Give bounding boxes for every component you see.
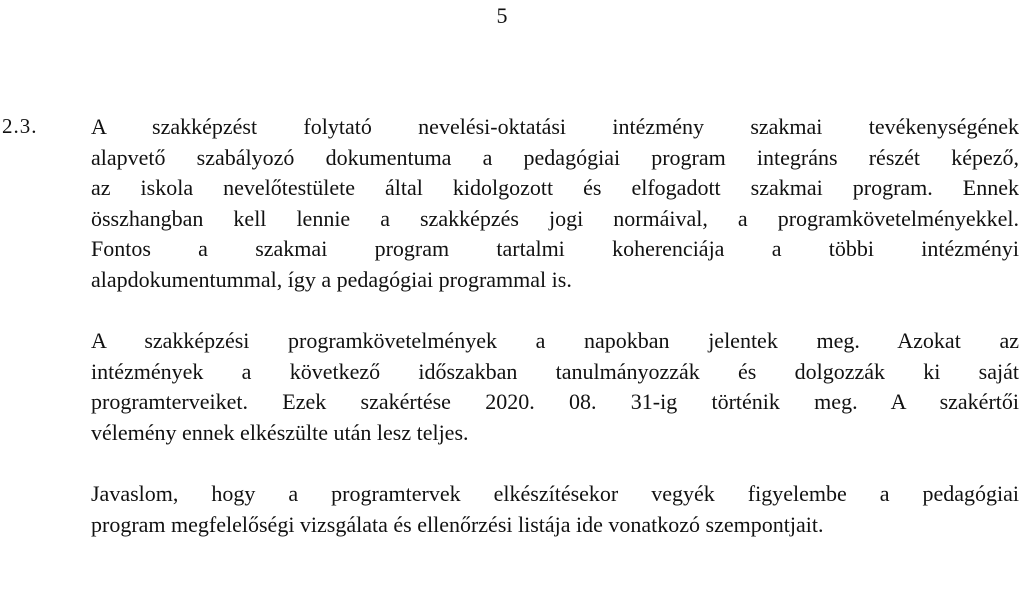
text-line: intézmények a következő időszakban tanulmányozzák és dolgozzák ki saját: [91, 358, 1019, 384]
paragraph-1: [91, 112, 1019, 295]
section-number: 2.3.: [2, 114, 38, 138]
text-line: az iskola nevelőtestülete által kidolgozott és elfogadott szakmai program. Ennek: [91, 175, 1019, 200]
text-line: programterveiket. Ezek szakértése 2020. 08. 31-ig történik meg. A szakértői: [91, 389, 1019, 414]
paragraph-3: [91, 479, 1019, 540]
page-number: 5: [496, 3, 508, 28]
text-line: vélemény ennek elkészülte után lesz teljes.: [91, 419, 469, 445]
text-line: A szakképzési programkövetelmények a napokban jelentek meg. Azokat az: [91, 328, 1019, 353]
text-line: alapvető szabályozó dokumentuma a pedagógiai program integráns részét képező,: [91, 144, 1019, 170]
text-line: Javaslom, hogy a programtervek elkészítésekor vegyék figyelembe a pedagógiai: [91, 481, 1019, 506]
document-body: [91, 112, 1019, 540]
text-line: program megfelelőségi vizsgálata és ellenőrzési listája ide vonatkozó szempontjait.: [91, 511, 824, 537]
text-line: Fontos a szakmai program tartalmi koherenciája a többi intézményi: [91, 236, 1019, 261]
text-line: alapdokumentummal, így a pedagógiai programmal is.: [91, 266, 572, 292]
text-line: A szakképzést folytató nevelési-oktatási intézmény szakmai tevékenységének: [91, 114, 1019, 139]
text-line: összhangban kell lennie a szakképzés jogi normáival, a programkövetelményekkel.: [91, 205, 1019, 231]
paragraph-2: [91, 326, 1019, 448]
